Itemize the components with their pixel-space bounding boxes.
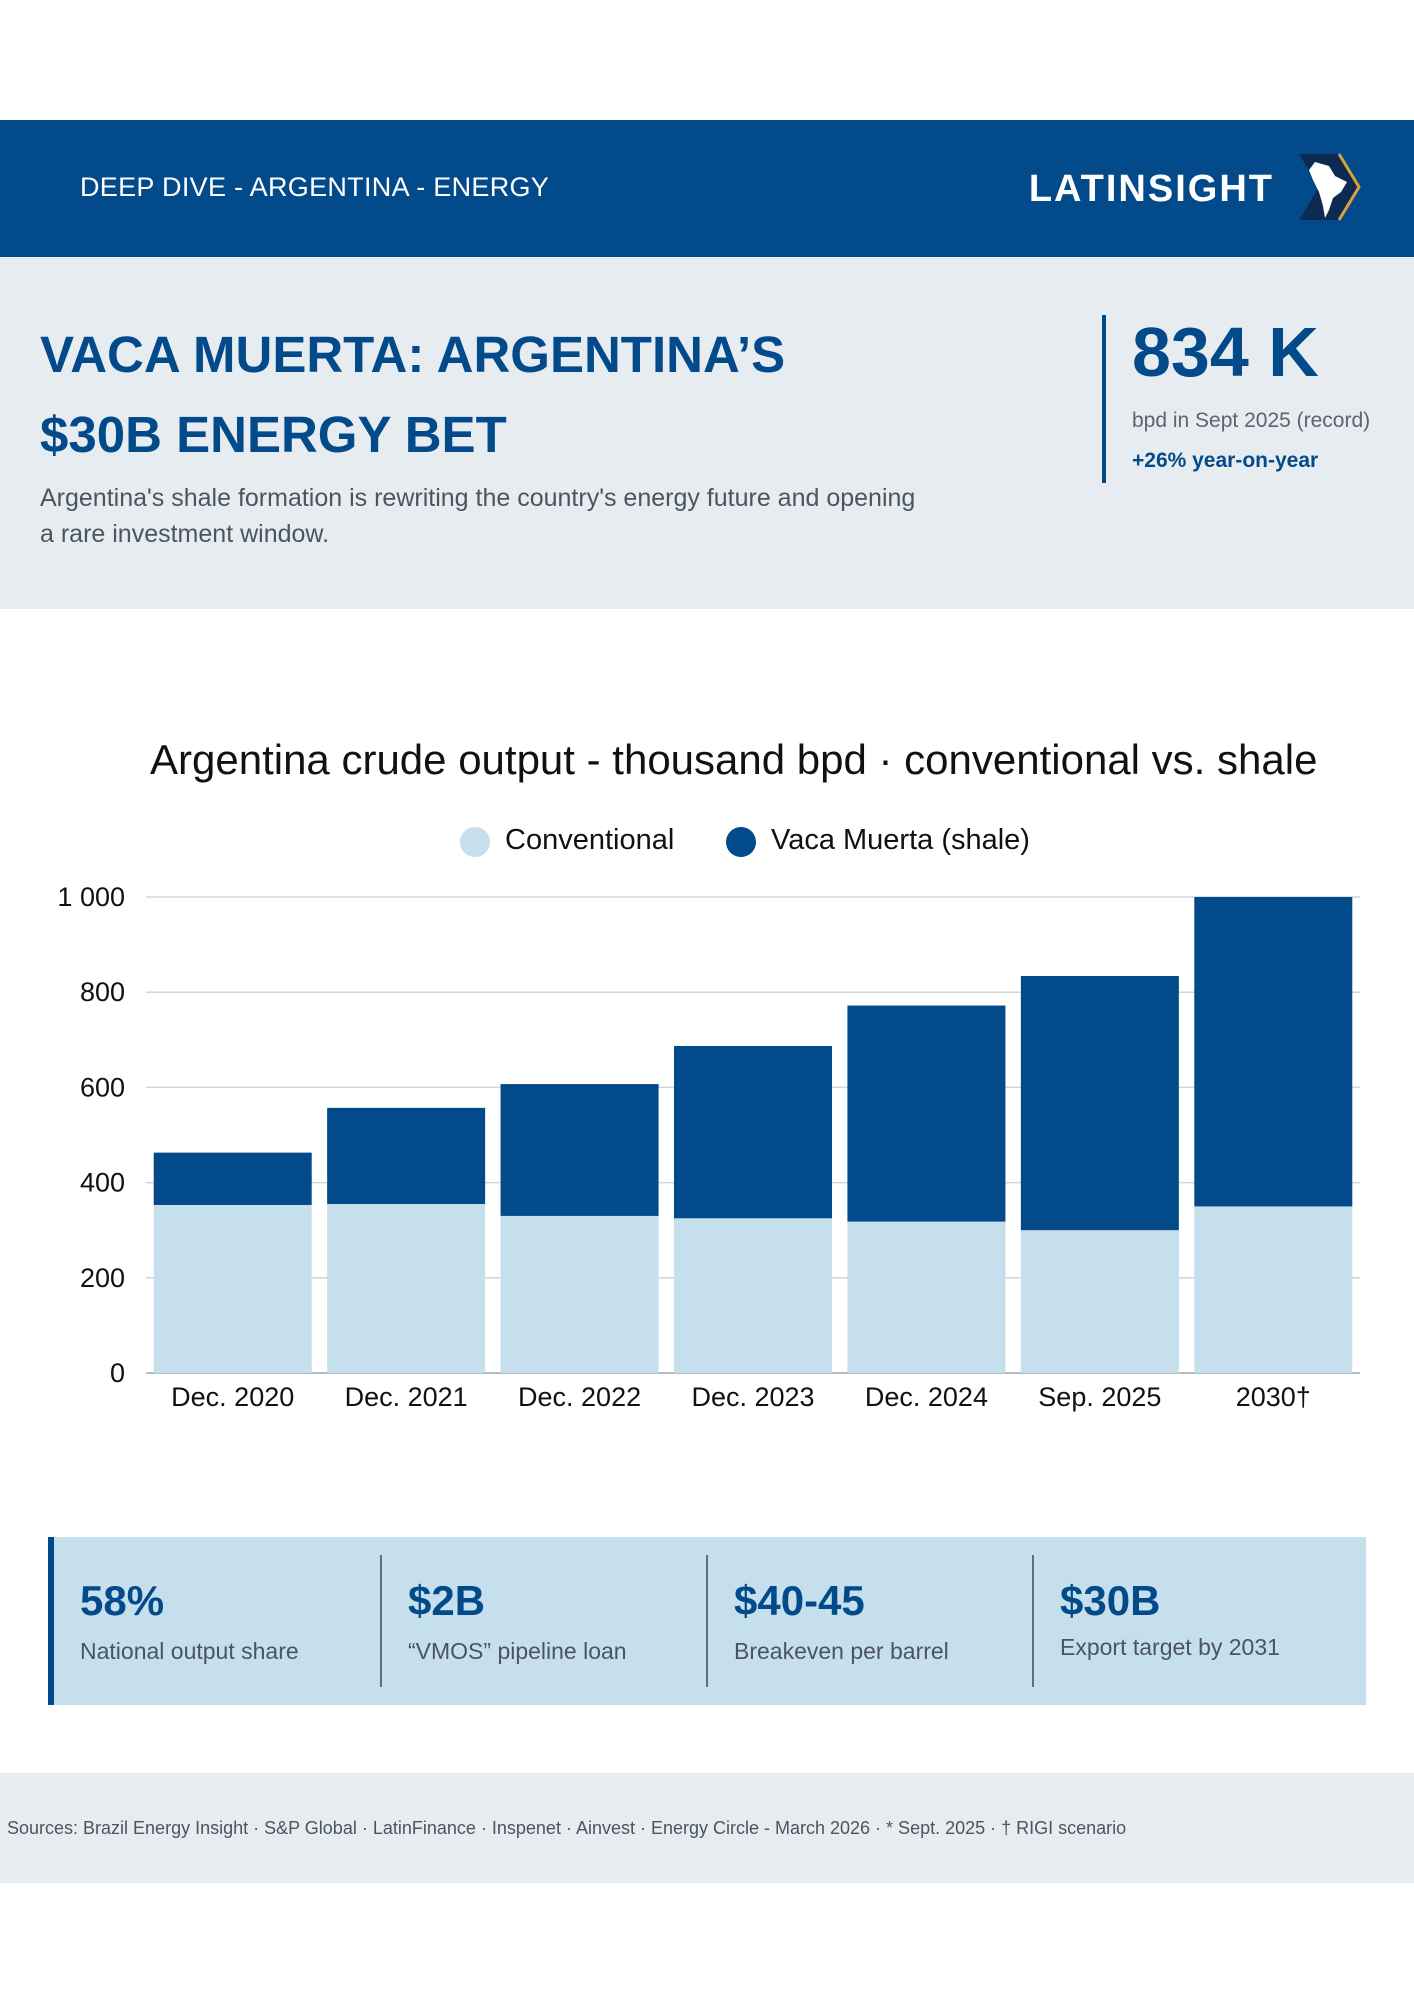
bar-shale <box>154 1153 312 1205</box>
title-line-2: $30B ENERGY BET <box>40 406 507 463</box>
bar-shale <box>501 1084 659 1216</box>
x-tick-label: Sep. 2025 <box>1038 1382 1162 1412</box>
stat-label: “VMOS” pipeline loan <box>408 1638 627 1664</box>
page-subtitle: Argentina's shale formation is rewriting the country's energy future and opening a rare investment window. <box>40 484 916 548</box>
kpi-label: bpd in Sept 2025 (record) <box>1132 409 1371 432</box>
bar-conventional <box>501 1216 659 1373</box>
legend-label-conventional: Conventional <box>505 824 675 856</box>
stat-value: $40-45 <box>734 1577 865 1624</box>
stat-label: National output share <box>80 1638 299 1664</box>
x-tick-label: Dec. 2024 <box>864 1382 988 1412</box>
stat-breakeven <box>706 1555 1034 1687</box>
bar-conventional <box>154 1205 312 1373</box>
title-line-1: VACA MUERTA: ARGENTINA’S <box>40 326 786 383</box>
y-tick-label: 1 000 <box>57 882 125 912</box>
stat-value: 58% <box>80 1577 165 1624</box>
stat-value: $2B <box>408 1577 486 1624</box>
y-tick-label: 600 <box>79 1072 125 1103</box>
y-tick-label: 0 <box>109 1358 125 1388</box>
stat-output-share <box>54 1555 380 1687</box>
y-tick-label: 200 <box>79 1262 125 1293</box>
chart-title: Argentina crude output - thousand bpd · conventional vs. shale <box>150 736 1318 783</box>
x-tick-label: Dec. 2022 <box>518 1382 642 1412</box>
stat-value: $30B <box>1060 1577 1161 1624</box>
kpi-change: +26% year-on-year <box>1132 449 1319 472</box>
bar-conventional <box>1021 1230 1179 1373</box>
x-tick-label: Dec. 2021 <box>344 1382 468 1412</box>
y-tick-label: 800 <box>79 977 125 1008</box>
bar-shale <box>1021 976 1179 1230</box>
stats-panel <box>48 1537 1366 1705</box>
stat-label: Export target by 2031 <box>1060 1634 1280 1660</box>
y-tick-label: 400 <box>79 1167 125 1198</box>
x-tick-label: Dec. 2020 <box>171 1382 295 1412</box>
legend-label-shale: Vaca Muerta (shale) <box>771 824 1030 856</box>
bar-shale <box>327 1108 485 1204</box>
bar-shale <box>1194 897 1352 1206</box>
section-kicker: DEEP DIVE - ARGENTINA - ENERGY <box>80 172 550 202</box>
bar-conventional <box>674 1218 832 1373</box>
bar-conventional <box>847 1222 1005 1373</box>
x-tick-label: 2030† <box>1235 1382 1311 1412</box>
bar-conventional <box>1194 1206 1352 1373</box>
bar-conventional <box>327 1204 485 1373</box>
stat-label: Breakeven per barrel <box>734 1638 949 1664</box>
stat-pipeline-loan <box>380 1555 708 1687</box>
bar-shale <box>674 1046 832 1218</box>
x-tick-label: Dec. 2023 <box>691 1382 815 1412</box>
bar-shale <box>847 1006 1005 1222</box>
stat-export-target <box>1032 1555 1360 1687</box>
kpi-value: 834 K <box>1132 313 1319 391</box>
brand-name: LATINSIGHT <box>1028 168 1274 210</box>
sources-note: Sources: Brazil Energy Insight · S&P Global · LatinFinance · Inspenet · Ainvest · Energy Circle - March 2026 · * Sept. 2025 · † RIGI scenario <box>7 1818 1127 1838</box>
